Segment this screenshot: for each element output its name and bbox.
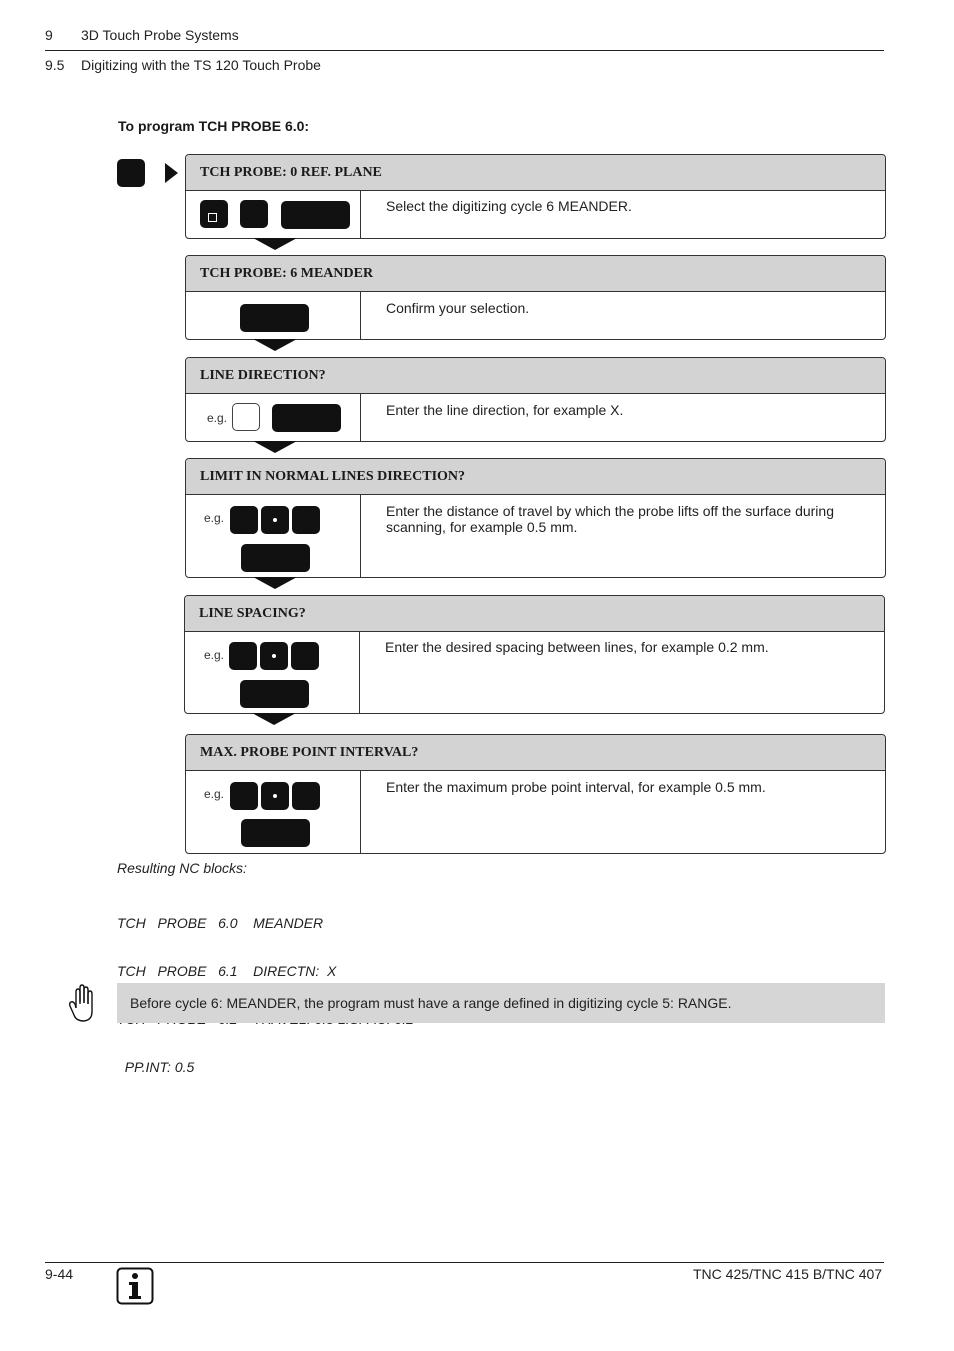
step-limit-normal bbox=[185, 458, 886, 578]
ent-key[interactable] bbox=[241, 819, 310, 847]
step-line-spacing bbox=[184, 595, 885, 714]
chapter-number: 9 bbox=[45, 27, 53, 43]
example-label: e.g. bbox=[204, 787, 225, 801]
step-description: Enter the line direction, for example X. bbox=[386, 402, 624, 418]
step-max-probe-interval bbox=[185, 734, 886, 854]
nc-line: TCH PROBE 6.1 DIRECTN: X bbox=[117, 963, 337, 979]
arrow-right-icon bbox=[165, 163, 178, 183]
step-ref-plane bbox=[185, 154, 886, 239]
flow-arrow-icon bbox=[253, 339, 297, 351]
header-rule bbox=[45, 50, 884, 51]
page-number: 9-44 bbox=[45, 1266, 74, 1282]
step-title: MAX. PROBE POINT INTERVAL? bbox=[186, 735, 885, 771]
cycle-key[interactable] bbox=[200, 200, 228, 228]
flow-arrow-icon bbox=[253, 577, 297, 589]
model-name: TNC 425/TNC 415 B/TNC 407 bbox=[693, 1266, 883, 1282]
footer-rule bbox=[45, 1262, 884, 1263]
digit-0-key[interactable] bbox=[229, 642, 257, 670]
step-title: TCH PROBE: 6 MEANDER bbox=[186, 256, 885, 292]
ent-key[interactable] bbox=[240, 304, 309, 332]
cycle-def-icon bbox=[208, 213, 217, 222]
nc-blocks-title: Resulting NC blocks: bbox=[117, 860, 247, 876]
digit-5-key[interactable] bbox=[292, 506, 320, 534]
ent-key[interactable] bbox=[272, 404, 341, 432]
step-description: Confirm your selection. bbox=[386, 300, 530, 316]
nc-line: PP.INT: 0.5 bbox=[117, 1059, 195, 1075]
ent-key[interactable] bbox=[240, 680, 309, 708]
chapter-title: 3D Touch Probe Systems bbox=[81, 27, 239, 43]
flow-arrow-icon bbox=[252, 713, 296, 725]
hand-icon bbox=[68, 984, 96, 1024]
step-meander bbox=[185, 255, 886, 340]
digit-0-key[interactable] bbox=[230, 506, 258, 534]
number-key[interactable] bbox=[240, 200, 268, 228]
decimal-point-key[interactable] bbox=[261, 506, 289, 534]
ent-key[interactable] bbox=[241, 544, 310, 572]
section-number: 9.5 bbox=[45, 57, 65, 73]
digit-0-key[interactable] bbox=[230, 782, 258, 810]
note-box: Before cycle 6: MEANDER, the program must have a range defined in digitizing cycle 5: RANGE. bbox=[117, 983, 885, 1023]
example-label: e.g. bbox=[204, 648, 225, 662]
flow-arrow-icon bbox=[253, 238, 297, 250]
step-description: Enter the desired spacing between lines, for example 0.2 mm. bbox=[385, 639, 769, 655]
step-line-direction bbox=[185, 357, 886, 442]
example-label: e.g. bbox=[204, 511, 225, 525]
digit-5-key[interactable] bbox=[292, 782, 320, 810]
ent-key[interactable] bbox=[281, 201, 350, 229]
flow-arrow-icon bbox=[253, 441, 297, 453]
step-description: Enter the maximum probe point interval, for example 0.5 mm. bbox=[386, 779, 766, 795]
decimal-point-key[interactable] bbox=[261, 782, 289, 810]
step-title: LINE DIRECTION? bbox=[186, 358, 885, 394]
step-title: LIMIT IN NORMAL LINES DIRECTION? bbox=[186, 459, 885, 495]
nc-line: TCH PROBE 6.0 MEANDER bbox=[117, 915, 324, 931]
procedure-title: To program TCH PROBE 6.0: bbox=[118, 118, 310, 134]
step-description: Enter the distance of travel by which the probe lifts off the surface during scanning, for example 0.5 mm. bbox=[386, 503, 834, 535]
digit-2-key[interactable] bbox=[291, 642, 319, 670]
info-icon bbox=[116, 1267, 154, 1305]
example-label: e.g. bbox=[207, 411, 228, 425]
step-description: Select the digitizing cycle 6 MEANDER. bbox=[386, 198, 632, 214]
section-title: Digitizing with the TS 120 Touch Probe bbox=[81, 57, 321, 73]
step-title: TCH PROBE: 0 REF. PLANE bbox=[186, 155, 885, 191]
step-title: LINE SPACING? bbox=[185, 596, 884, 632]
axis-x-key[interactable] bbox=[232, 403, 260, 431]
start-key-icon bbox=[117, 159, 145, 187]
decimal-point-key[interactable] bbox=[260, 642, 288, 670]
